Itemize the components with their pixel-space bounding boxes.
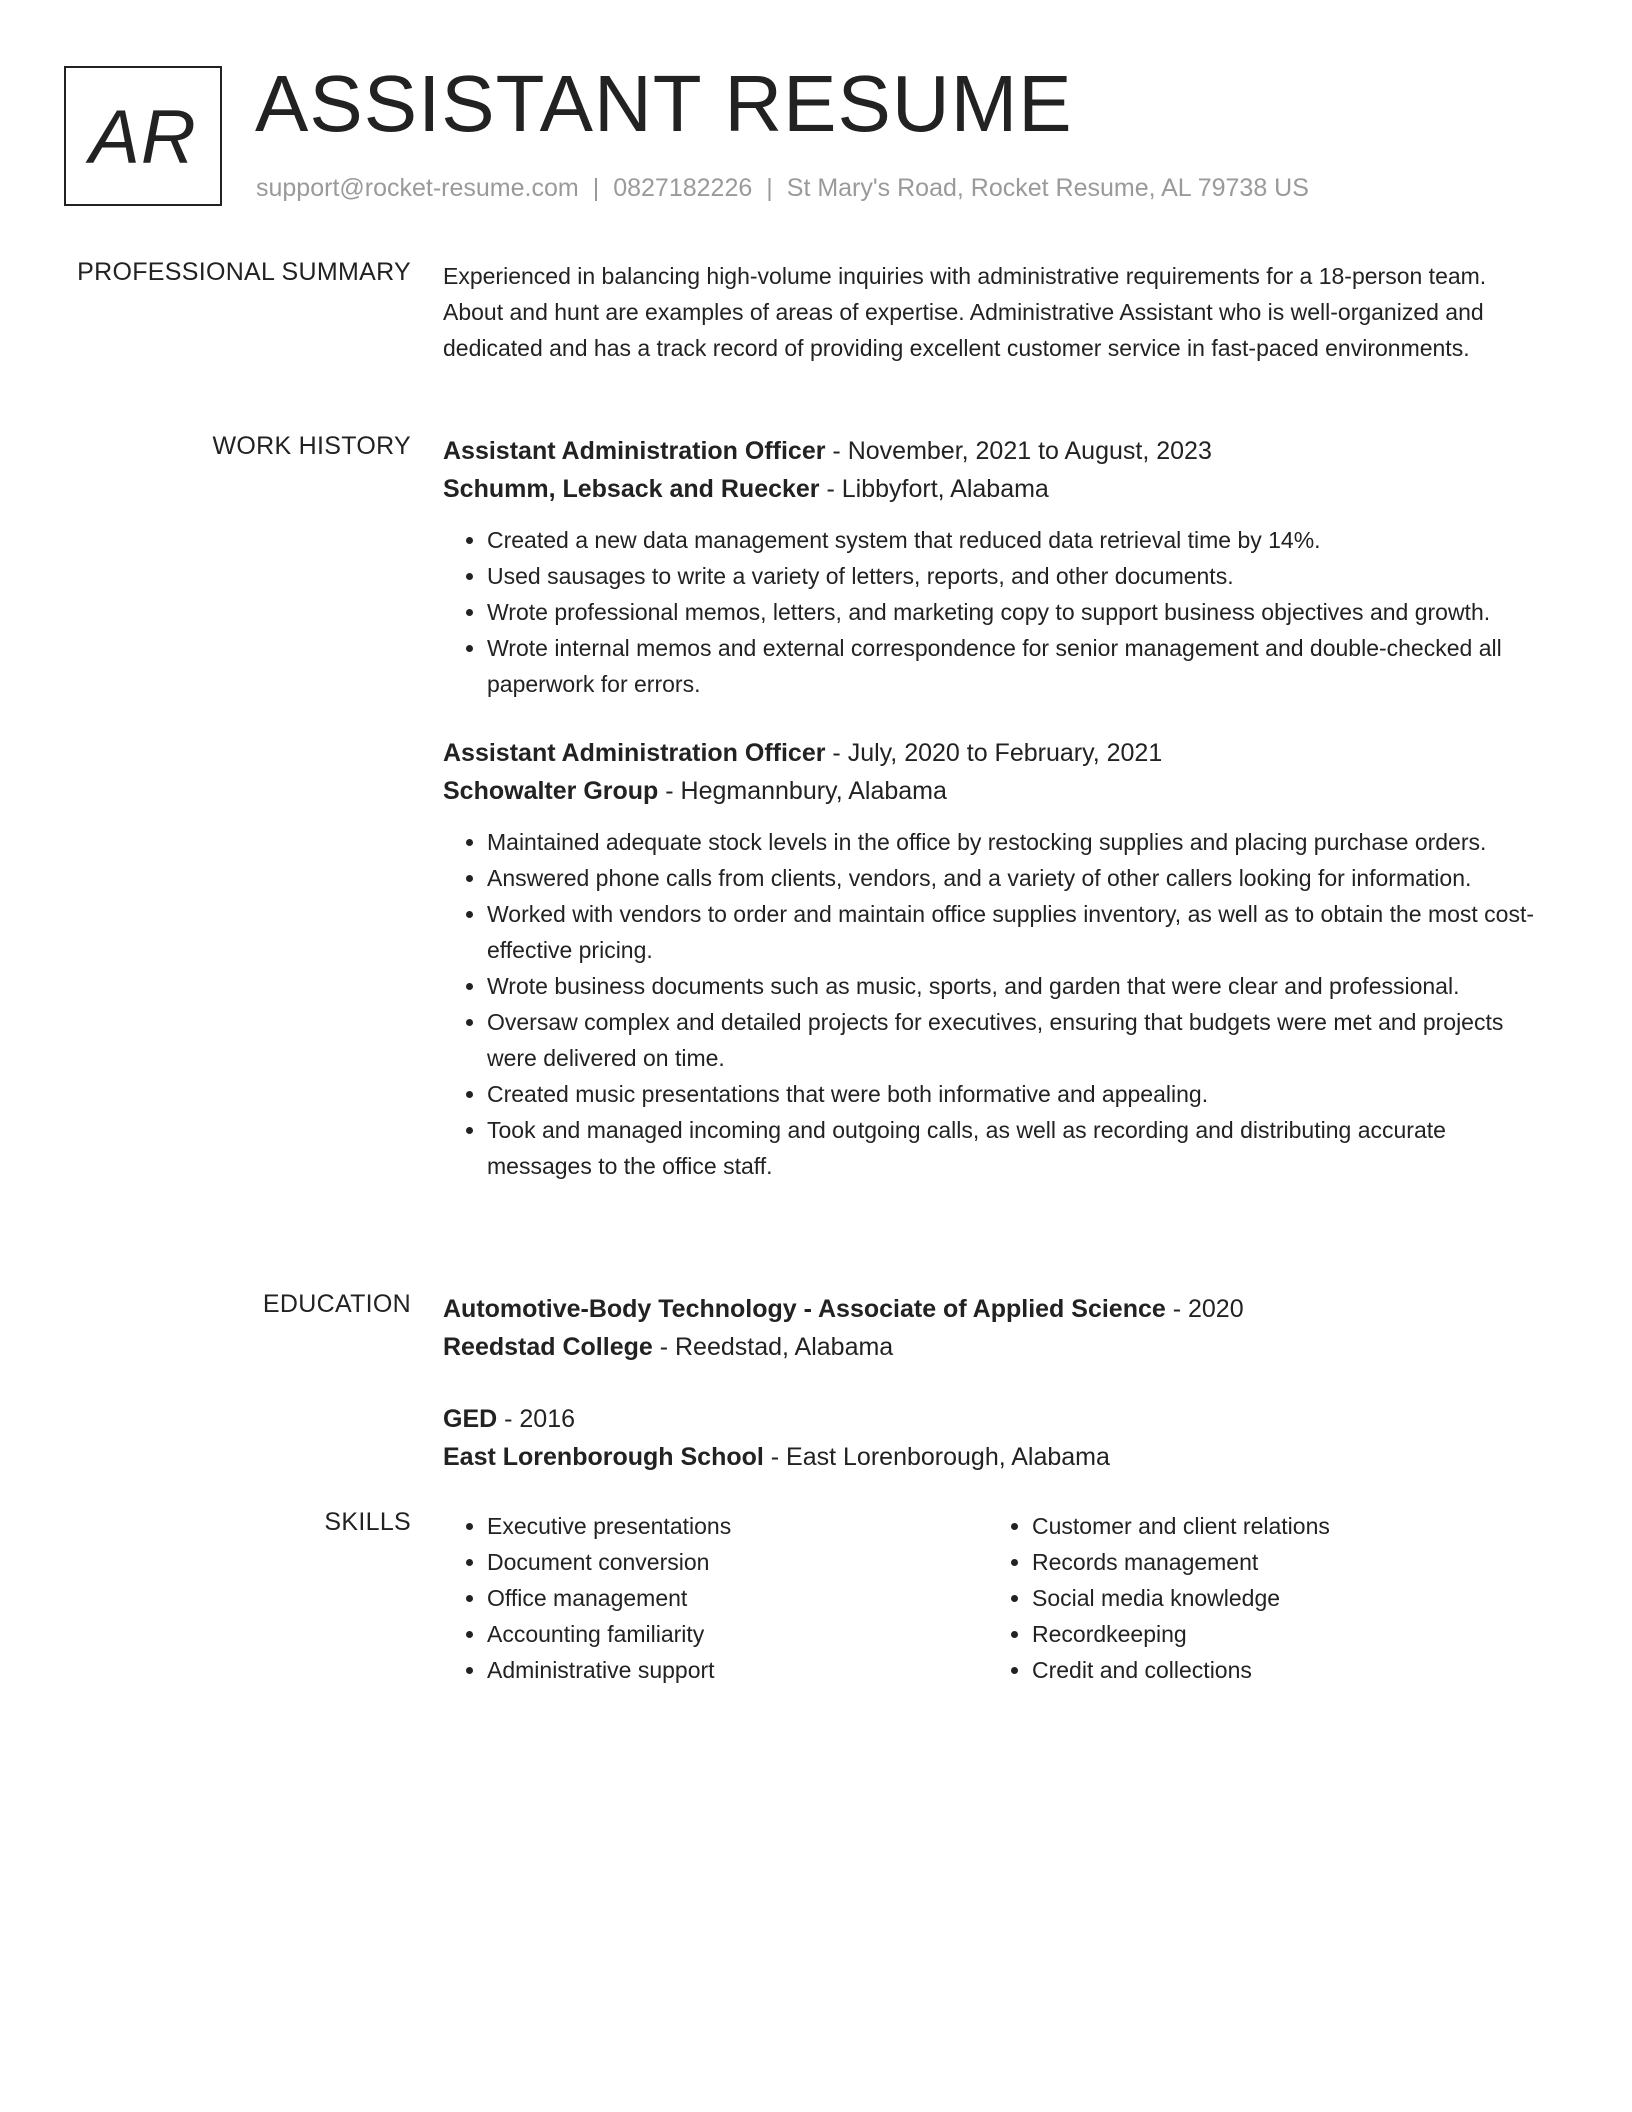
education-entry (443, 1400, 1548, 1476)
job-company: Schowalter Group (443, 777, 659, 805)
job-bullet: • Created music presentations that were both informative and appealing. (487, 1076, 1548, 1112)
job-bullet: • Wrote internal memos and external correspondence for senior management and double-checked all paperwork for errors. (487, 630, 1548, 702)
job-title: Assistant Administration Officer (443, 437, 826, 465)
summary-text: Experienced in balancing high-volume inquiries with administrative requirements for a 18-person team. About and hunt are examples of areas of expertise. Administrative Assistant who is well-organized and dedicated and has a track record of providing excellent customer service in fast-paced environments. (443, 263, 1487, 361)
skill-item: • Office management (487, 1580, 988, 1616)
job-entry (443, 432, 1548, 702)
skills-column-right (988, 1508, 1533, 1688)
skill-item: • Executive presentations (487, 1508, 988, 1544)
work-history-body (443, 432, 1548, 1184)
job-title-line (443, 432, 1548, 470)
job-company-line (443, 470, 1548, 508)
section-label-summary: PROFESSIONAL SUMMARY (77, 258, 411, 286)
job-bullets (443, 824, 1548, 1184)
skills-body (443, 1508, 1548, 1688)
monogram-box (64, 66, 222, 206)
skill-item: • Administrative support (487, 1652, 988, 1688)
contact-separator: | (766, 174, 773, 202)
job-bullet: • Wrote business documents such as music, sports, and garden that were clear and professional. (487, 968, 1548, 1004)
job-bullet: • Wrote professional memos, letters, and marketing copy to support business objectives and growth. (487, 594, 1548, 630)
job-location: - Libbyfort, Alabama (819, 475, 1049, 503)
education-degree-line (443, 1400, 1548, 1438)
skill-item: • Recordkeeping (1032, 1616, 1533, 1652)
job-bullet: • Took and managed incoming and outgoing calls, as well as recording and distributing accurate messages to the office staff. (487, 1112, 1548, 1184)
education-school-line (443, 1328, 1548, 1366)
job-company-line (443, 772, 1548, 810)
education-degree: GED (443, 1405, 498, 1433)
education-location: - Reedstad, Alabama (652, 1333, 894, 1361)
job-title: Assistant Administration Officer (443, 739, 826, 767)
skill-item: • Credit and collections (1032, 1652, 1533, 1688)
job-bullet: • Oversaw complex and detailed projects for executives, ensuring that budgets were met and projects were delivered on time. (487, 1004, 1548, 1076)
resume-title: ASSISTANT RESUME (255, 59, 1073, 148)
skills-columns (443, 1508, 1548, 1688)
education-school: Reedstad College (443, 1333, 653, 1361)
section-label-education: EDUCATION (262, 1290, 411, 1318)
skill-item: • Customer and client relations (1032, 1508, 1533, 1544)
job-bullet: • Answered phone calls from clients, vendors, and a variety of other callers looking for information. (487, 860, 1548, 896)
job-bullet: • Worked with vendors to order and maintain office supplies inventory, as well as to obtain the most cost-effective pricing. (487, 896, 1548, 968)
skill-item: • Document conversion (487, 1544, 988, 1580)
education-location: - East Lorenborough, Alabama (763, 1443, 1110, 1471)
section-label-skills: SKILLS (324, 1508, 411, 1536)
monogram-initials: AR (89, 94, 197, 180)
education-year: - 2020 (1165, 1295, 1244, 1323)
job-bullet: • Used sausages to write a variety of letters, reports, and other documents. (487, 558, 1548, 594)
job-dates: - July, 2020 to February, 2021 (825, 739, 1163, 767)
skills-list-right (988, 1508, 1533, 1688)
education-year: - 2016 (497, 1405, 576, 1433)
job-location: - Hegmannbury, Alabama (658, 777, 947, 805)
skill-item: • Records management (1032, 1544, 1533, 1580)
job-entry (443, 734, 1548, 1184)
job-title-line (443, 734, 1548, 772)
education-entry (443, 1290, 1548, 1366)
contact-line (256, 174, 1309, 203)
education-school: East Lorenborough School (443, 1443, 764, 1471)
education-degree-line (443, 1290, 1548, 1328)
job-dates: - November, 2021 to August, 2023 (825, 437, 1212, 465)
contact-email: support@rocket-resume.com (256, 174, 579, 202)
job-company: Schumm, Lebsack and Ruecker (443, 475, 820, 503)
skills-list-left (443, 1508, 988, 1688)
education-degree: Automotive-Body Technology - Associate of Applied Science (443, 1295, 1166, 1323)
job-bullets (443, 522, 1548, 702)
summary-body (443, 258, 1548, 366)
section-label-work-history: WORK HISTORY (212, 432, 411, 460)
education-body (443, 1290, 1548, 1476)
job-bullet: • Maintained adequate stock levels in the office by restocking supplies and placing purchase orders. (487, 824, 1548, 860)
contact-phone: 0827182226 (613, 174, 753, 202)
contact-address: St Mary's Road, Rocket Resume, AL 79738 US (786, 174, 1309, 202)
skill-item: • Social media knowledge (1032, 1580, 1533, 1616)
skills-column-left (443, 1508, 988, 1688)
skill-item: • Accounting familiarity (487, 1616, 988, 1652)
contact-separator: | (592, 174, 600, 202)
job-bullet: • Created a new data management system that reduced data retrieval time by 14%. (487, 522, 1548, 558)
education-school-line (443, 1438, 1548, 1476)
